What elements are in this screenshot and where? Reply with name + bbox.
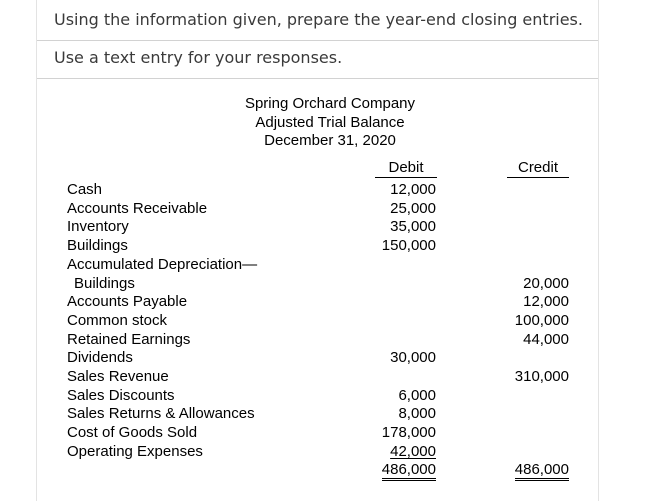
total-debit-value: 486,000 (382, 461, 436, 481)
account-name: Common stock (67, 312, 168, 329)
debit-amount: 6,000 (398, 387, 436, 404)
total-debit (356, 460, 436, 481)
table-row (0, 442, 652, 461)
account-name: Buildings (67, 237, 128, 254)
account-name: Sales Discounts (67, 387, 175, 404)
question-instruction: Using the information given, prepare the year-end closing entries. (54, 10, 583, 29)
debit-amount (356, 442, 436, 461)
table-row (0, 386, 652, 405)
divider (37, 40, 598, 41)
table-row (0, 404, 652, 423)
company-name: Spring Orchard Company (244, 95, 416, 112)
table-row (0, 217, 652, 236)
total-credit-value: 486,000 (515, 461, 569, 481)
table-row (0, 274, 652, 293)
table-row (0, 311, 652, 330)
table-row (0, 330, 652, 349)
table-row (0, 292, 652, 311)
table-row (0, 367, 652, 386)
debit-amount: 12,000 (390, 181, 436, 198)
credit-amount: 100,000 (514, 312, 569, 329)
response-instruction: Use a text entry for your responses. (54, 48, 343, 67)
debit-amount: 178,000 (381, 424, 436, 441)
credit-column-header: Credit (507, 159, 569, 178)
debit-column-header: Debit (375, 159, 437, 178)
account-name: Cash (67, 181, 103, 198)
divider (37, 78, 598, 79)
table-row (0, 199, 652, 218)
account-name: Accounts Payable (67, 293, 188, 310)
credit-amount: 20,000 (523, 275, 569, 292)
account-name: Inventory (67, 218, 129, 235)
statement-title: Adjusted Trial Balance (255, 114, 405, 131)
credit-amount: 12,000 (523, 293, 569, 310)
account-name: Buildings (74, 275, 135, 292)
debit-amount: 30,000 (390, 349, 436, 366)
table-row (0, 348, 652, 367)
account-name: Cost of Goods Sold (67, 424, 198, 441)
statement-date: December 31, 2020 (264, 132, 396, 149)
credit-amount: 310,000 (514, 368, 569, 385)
account-name: Sales Revenue (67, 368, 169, 385)
account-name: Accumulated Depreciation— (67, 256, 258, 273)
debit-amount: 8,000 (398, 405, 436, 422)
debit-amount-value: 42,000 (390, 443, 436, 460)
account-name: Dividends (67, 349, 133, 366)
table-row (0, 255, 652, 274)
total-credit (489, 460, 569, 481)
credit-amount: 44,000 (523, 331, 569, 348)
account-name: Operating Expenses (67, 443, 203, 460)
table-row (0, 236, 652, 255)
debit-amount: 150,000 (381, 237, 436, 254)
table-row (0, 180, 652, 199)
debit-amount: 35,000 (390, 218, 436, 235)
table-row (0, 423, 652, 442)
account-name: Sales Returns & Allowances (67, 405, 255, 422)
account-name: Retained Earnings (67, 331, 191, 348)
account-name: Accounts Receivable (67, 200, 208, 217)
debit-amount: 25,000 (390, 200, 436, 217)
totals-row (0, 460, 652, 479)
